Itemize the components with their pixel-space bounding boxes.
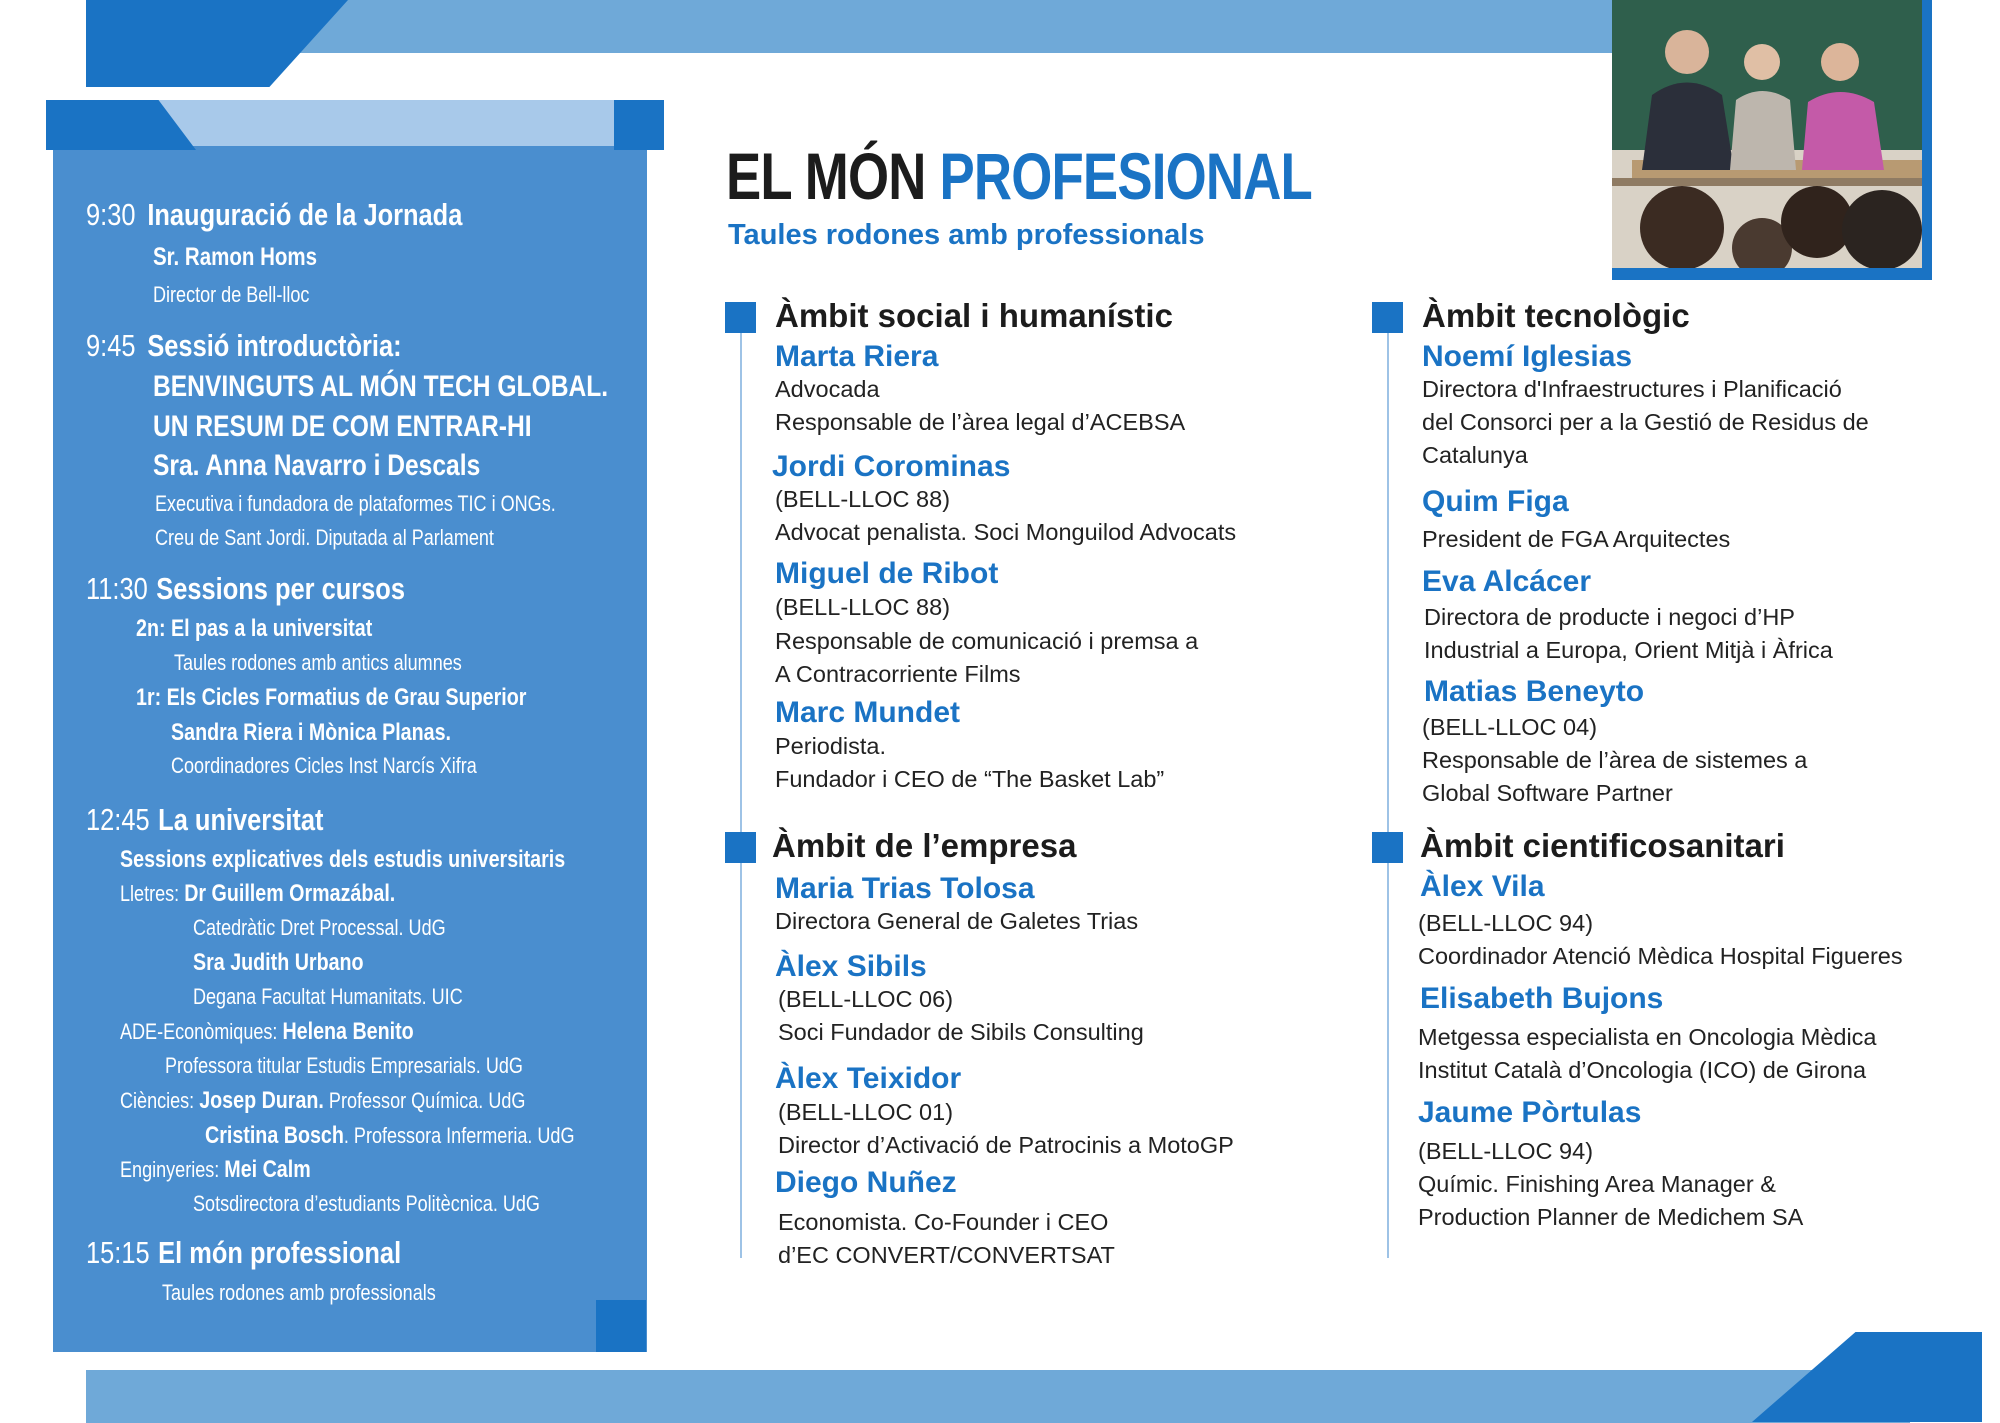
speaker-role: Professor Química. UdG (328, 1088, 526, 1113)
person-role: Directora General de Galetes Trias (775, 908, 1139, 934)
schedule-title: Inauguració de la Jornada (147, 197, 463, 232)
group-label: Lletres: (120, 881, 180, 906)
title-part1: EL MÓN (726, 139, 926, 213)
panel-corner-square-bottom (596, 1300, 646, 1352)
person-role: Responsable de comunicació i premsa a (775, 628, 1199, 654)
speaker-name: Sra. Anna Navarro i Descals (153, 449, 481, 482)
speaker-name: Sandra Riera i Mònica Planas. (171, 719, 452, 746)
person-role: Coordinador Atenció Mèdica Hospital Figueres (1418, 943, 1903, 969)
speaker-role: Executiva i fundadora de plataformes TIC i ONGs. (155, 491, 556, 516)
person-role: Economista. Co-Founder i CEO (778, 1209, 1109, 1235)
person-role: d’EC CONVERT/CONVERTSAT (778, 1242, 1115, 1268)
person-role: Production Planner de Medichem SA (1418, 1204, 1804, 1230)
speaker-name: Josep Duran. (199, 1087, 324, 1114)
section-line (740, 318, 742, 1258)
speaker-role: Degana Facultat Humanitats. UIC (193, 984, 463, 1009)
section-marker (725, 832, 756, 863)
study-group-lletres (120, 882, 395, 906)
person-role: Químic. Finishing Area Manager & (1418, 1171, 1776, 1197)
person-role: Soci Fundador de Sibils Consulting (778, 1019, 1144, 1045)
course-session: 1r: Els Cicles Formatius de Grau Superior (136, 684, 527, 711)
section-title-empresa: Àmbit de l’empresa (772, 827, 1077, 864)
schedule-item-1515 (86, 1237, 401, 1268)
schedule-time: 9:30 (86, 197, 136, 232)
roundtable-photo (1612, 0, 1922, 268)
person-name: Elisabeth Bujons (1420, 982, 1664, 1015)
group-label: Enginyeries: (120, 1157, 220, 1182)
person-role: Directora de producte i negoci d’HP (1424, 604, 1795, 630)
person-role: Advocat penalista. Soci Monguilod Advocats (775, 519, 1237, 545)
schedule-item-930 (86, 199, 462, 230)
page-title (726, 138, 1312, 214)
person-name: Marta Riera (775, 340, 939, 373)
section-title-tecnologic: Àmbit tecnològic (1422, 297, 1690, 334)
person-alumni: (BELL-LLOC 88) (775, 594, 951, 620)
speaker-role: Coordinadores Cicles Inst Narcís Xifra (171, 753, 477, 778)
person-name: Àlex Sibils (775, 950, 927, 983)
speaker-name: Cristina Bosch (205, 1122, 344, 1149)
person-name: Àlex Vila (1420, 870, 1545, 903)
course-desc: Taules rodones amb antics alumnes (174, 650, 462, 675)
person-name: Jaume Pòrtulas (1418, 1096, 1642, 1129)
title-part2: PROFESIONAL (939, 139, 1313, 213)
person-name: Marc Mundet (775, 696, 961, 729)
speaker-role: Catedràtic Dret Processal. UdG (193, 915, 446, 940)
section-title-social: Àmbit social i humanístic (775, 297, 1173, 334)
person-name: Matias Beneyto (1424, 675, 1645, 708)
schedule-time: 15:15 (86, 1235, 150, 1270)
session-desc: Taules rodones amb professionals (162, 1280, 436, 1305)
person-name: Quim Figa (1422, 485, 1569, 518)
group-label: Ciències: (120, 1088, 195, 1113)
speaker-role: Creu de Sant Jordi. Diputada al Parlament (155, 525, 494, 550)
person-role: Periodista. (775, 733, 887, 759)
section-title-cientificosanitari: Àmbit cientificosanitari (1420, 827, 1785, 864)
person-role: Directora d'Infraestructures i Planificació (1422, 376, 1842, 402)
speaker-name: Mei Calm (224, 1156, 311, 1183)
person-alumni: (BELL-LLOC 94) (1418, 1138, 1594, 1164)
person-name: Àlex Teixidor (775, 1062, 962, 1095)
section-line (1387, 318, 1389, 1258)
person-role: Responsable de l’àrea legal d’ACEBSA (775, 409, 1186, 435)
schedule-item-1245 (86, 804, 323, 835)
person-name: Jordi Corominas (772, 450, 1011, 483)
person-role: Industrial a Europa, Orient Mitjà i Àfrica (1424, 637, 1833, 663)
study-group-enginyeries (120, 1158, 311, 1182)
speaker-name: Sra Judith Urbano (193, 949, 364, 976)
person-role: Institut Català d’Oncologia (ICO) de Girona (1418, 1057, 1867, 1083)
session-title: UN RESUM DE COM ENTRAR-HI (153, 410, 532, 443)
speaker-name: Helena Benito (282, 1018, 414, 1045)
person-name: Miguel de Ribot (775, 557, 999, 590)
schedule-time: 11:30 (86, 571, 148, 606)
study-group-ciencies-2 (205, 1124, 574, 1148)
page-subtitle: Taules rodones amb professionals (728, 219, 1205, 251)
person-role: Director d’Activació de Patrocinis a MotoGP (778, 1132, 1234, 1158)
section-marker (725, 302, 756, 333)
schedule-time: 12:45 (86, 802, 150, 837)
person-role: del Consorci per a la Gestió de Residus de (1422, 409, 1869, 435)
person-alumni: (BELL-LLOC 04) (1422, 714, 1598, 740)
person-role: Responsable de l’àrea de sistemes a (1422, 747, 1808, 773)
schedule-title: Sessió introductòria: (147, 328, 402, 363)
person-alumni: (BELL-LLOC 94) (1418, 910, 1594, 936)
person-role: Metgessa especialista en Oncologia Mèdica (1418, 1024, 1877, 1050)
schedule-title: La universitat (158, 802, 324, 837)
speaker-name: Dr Guillem Ormazábal. (184, 880, 396, 907)
person-role: Global Software Partner (1422, 780, 1673, 806)
person-role: Catalunya (1422, 442, 1528, 468)
speaker-role: Professora titular Estudis Empresarials. UdG (165, 1053, 523, 1078)
schedule-time: 9:45 (86, 328, 136, 363)
person-name: Eva Alcácer (1422, 565, 1592, 598)
person-alumni: (BELL-LLOC 06) (778, 986, 954, 1012)
schedule-title: El món professional (158, 1235, 402, 1270)
study-group-ade (120, 1020, 414, 1044)
schedule-item-1130 (86, 573, 405, 604)
person-name: Diego Nuñez (775, 1166, 957, 1199)
person-name: Noemí Iglesias (1422, 340, 1633, 373)
person-role: Fundador i CEO de “The Basket Lab” (775, 766, 1165, 792)
person-alumni: (BELL-LLOC 88) (775, 486, 951, 512)
person-name: Maria Trias Tolosa (775, 872, 1035, 905)
person-role: Advocada (775, 376, 880, 402)
schedule-title: Sessions per cursos (156, 571, 405, 606)
study-group-ciencies (120, 1089, 525, 1113)
session-title: BENVINGUTS AL MÓN TECH GLOBAL. (153, 370, 609, 403)
section-marker (1372, 302, 1403, 333)
bottom-band (86, 1370, 1910, 1423)
person-role: A Contracorriente Films (775, 661, 1021, 687)
session-desc: Sessions explicatives dels estudis universitaris (120, 846, 566, 873)
panel-corner-square (614, 100, 664, 150)
course-session: 2n: El pas a la universitat (136, 615, 373, 642)
group-label: ADE-Econòmiques: (120, 1019, 278, 1044)
person-alumni: (BELL-LLOC 01) (778, 1099, 954, 1125)
schedule-item-945 (86, 330, 402, 361)
person-role: President de FGA Arquitectes (1422, 526, 1731, 552)
speaker-name: Sr. Ramon Homs (153, 243, 318, 271)
section-marker (1372, 832, 1403, 863)
speaker-role: . Professora Infermeria. UdG (343, 1123, 575, 1148)
speaker-role: Director de Bell-lloc (153, 282, 310, 307)
speaker-role: Sotsdirectora d’estudiants Politècnica. UdG (193, 1191, 540, 1216)
